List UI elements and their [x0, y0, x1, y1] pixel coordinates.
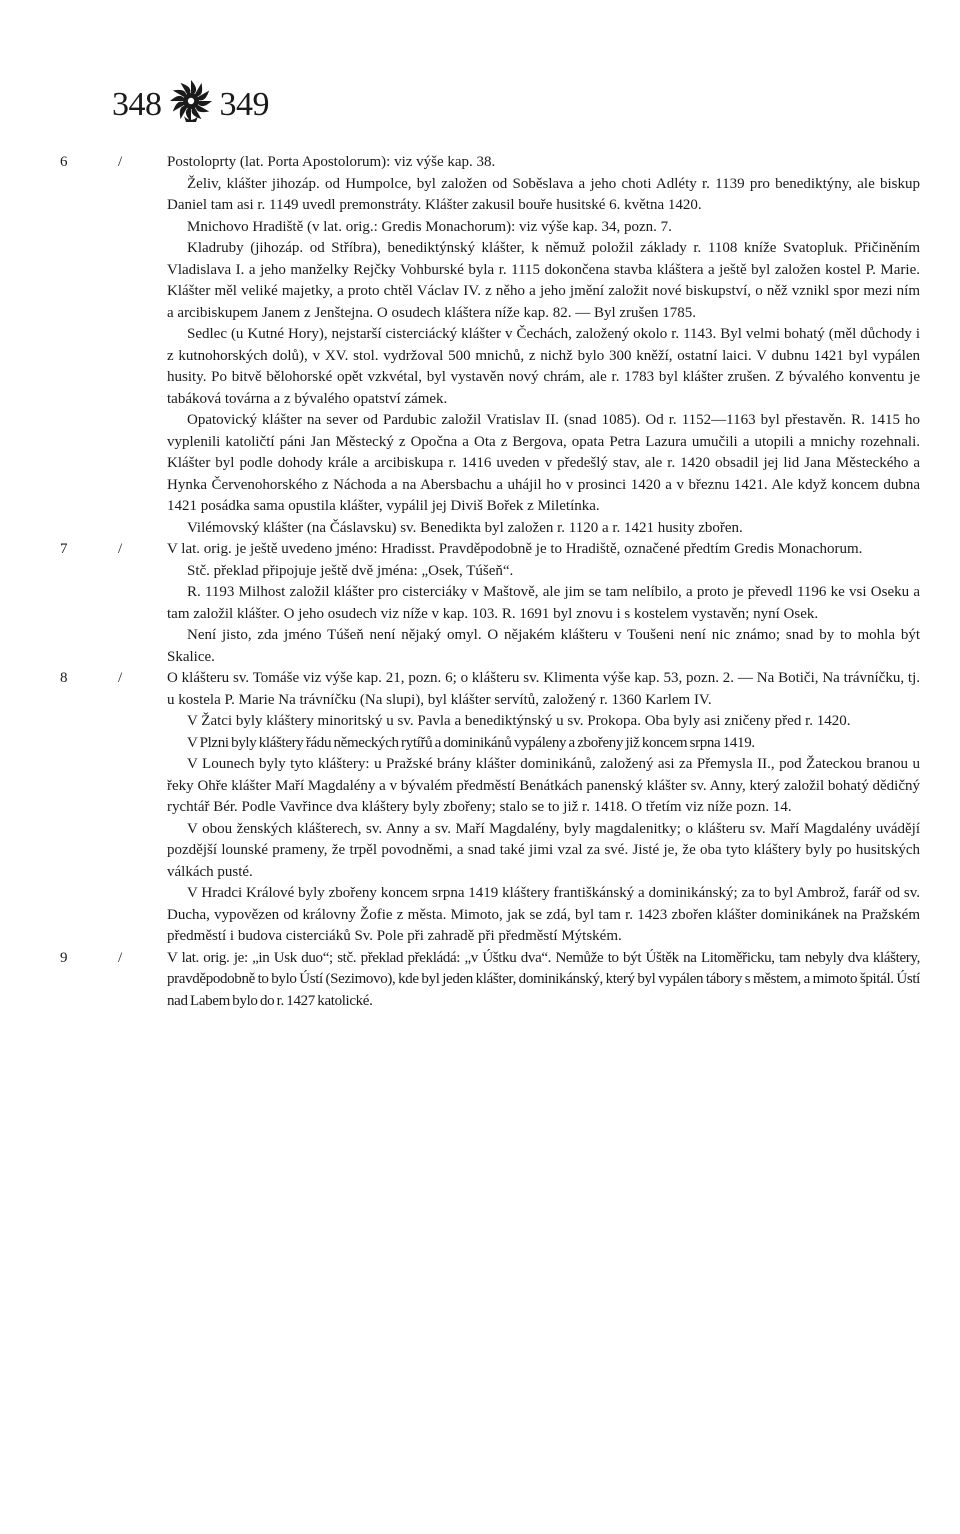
paragraph: Postoloprty (lat. Porta Apostolorum): viz výše kap. 38.	[167, 154, 496, 170]
note-8	[60, 668, 920, 948]
paragraph: V lat. orig. je ještě uvedeno jméno: Hradisst. Pravděpodobně je to Hradiště, označené předtím Gredis Monachorum.	[167, 541, 863, 557]
paragraph: Vilémovský klášter (na Čáslavsku) sv. Benedikta byl založen r. 1120 a r. 1421 husity zbořen.	[187, 519, 743, 536]
note-marker: /	[118, 154, 123, 170]
paragraph: Stč. překlad připojuje ještě dvě jména: „Osek, Túšeň“.	[187, 562, 514, 579]
note-9	[60, 948, 920, 1013]
paragraph: V Žatci byly kláštery minoritský u sv. Pavla a benediktýnský u sv. Prokopa. Oba byly asi zničeny před r. 1420.	[187, 713, 851, 729]
paragraph: R. 1193 Milhost založil klášter pro cisterciáky v Maštově, ale jim se tam nelíbilo, a proto je převedl 1196 ke vsi Oseku a tam založil klášter. O jeho osudech viz níže v kap. 103. R. 1691 byl znovu i s kostelem vystavěn; nyní Osek.	[167, 584, 920, 622]
right-page-number: 349	[219, 86, 269, 123]
note-marker: /	[118, 949, 123, 966]
paragraph: Není jisto, zda jméno Túšeň není nějaký omyl. O nějakém klášteru v Toušeni není nic známo; snad by to mohla být Skalice.	[167, 627, 920, 665]
paragraph: V obou ženských klášterech, sv. Anny a sv. Maří Magdalény, byly magdalenitky; o klášteru sv. Maří Magdalény uvádějí pozdější lounské prameny, že trpěl povodněmi, a snad také jimi vzal za své. Jisté je, že oba tyto kláštery byly po husitských válkách pusté.	[167, 820, 920, 880]
left-page-number: 348	[112, 86, 162, 123]
note-6	[60, 152, 920, 539]
paragraph: Kladruby (jihozáp. od Stříbra), benediktýnský klášter, k němuž položil základy r. 1108 kníže Svatopluk. Přičiněním Vladislava I. a jeho manželky Rejčky Vohburské byla r. 1115 dokončena stavba kláštera a ještě byl založen kostel P. Marie. Klášter měl veliké majetky, a proto chtěl Václav IV. z něho a jeho jmění založit nové biskupství, o něž vznikl spor mezi ním a arcibiskupem Janem z Jenštejna. O osudech kláštera níže kap. 82. — Byl zrušen 1785.	[167, 240, 920, 321]
paragraph: V Plzni byly kláštery řádu německých rytířů a dominikánů vypáleny a zbořeny již koncem srpna 1419.	[187, 734, 755, 751]
paragraph: O klášteru sv. Tomáše viz výše kap. 21, pozn. 6; o klášteru sv. Klimenta výše kap. 53, pozn. 2. — Na Botiči, Na trávníčku, tj. u kostela P. Marie Na trávníčku (Na slupi), byl klášter servítů, založený r. 1360 Karlem IV.	[167, 670, 920, 708]
paragraph: Želiv, klášter jihozáp. od Humpolce, byl založen od Soběslava a jeho choti Adléty r. 1139 pro benediktýny, ale biskup Daniel tam asi r. 1149 uvedl premonstráty. Klášter zakusil bouře husitské 6. května 1420.	[167, 175, 920, 213]
note-number: 8	[60, 670, 68, 686]
paragraph: V lat. orig. je: „in Usk duo“; stč. překlad překládá: „v Úštku dva“. Nemůže to být Úštěk na Litoměřicku, tam nebyly dva kláštery, pravděpodobně to bylo Ústí (Sezimovo), kde byl jeden klášter, dominikánský, který byl vypálen tábory s městem, a mimoto špitál. Ústí nad Labem bylo do r. 1427 katolické.	[167, 949, 920, 1009]
paragraph: V Lounech byly tyto kláštery: u Pražské brány klášter dominikánů, založený asi za Přemysla II., pod Žateckou branou u řeky Ohře klášter Maří Magdalény a v bývalém předměstí Benátkách panenský klášter sv. Anny, který založil bohatý dědičný rychtář Bér. Podle Vavřince dva kláštery byly zbořeny; stalo se to již r. 1418. O třetím viz níže pozn. 14.	[167, 756, 920, 815]
note-number: 7	[60, 541, 68, 557]
paragraph: V Hradci Králové byly zbořeny koncem srpna 1419 kláštery františkánský a dominikánský; za to byl Ambrož, farář od sv. Ducha, vypovězen od královny Žofie z města. Mimoto, jak se zdá, byl tam r. 1423 zbořen klášter dominikánek na Pražském předměstí i budova cisterciáků Sv. Pole při zahradě při předměstí Mýtském.	[167, 885, 920, 944]
note-marker: /	[118, 670, 123, 686]
paragraph: Opatovický klášter na sever od Pardubic založil Vratislav II. (snad 1085). Od r. 1152—1163 byl přestavěn. R. 1415 ho vyplenili katoličtí páni Jan Městecký z Opočna a Ota z Bergova, opata Petra Lazura umučili a utopili a mnichy rozehnali. Klášter byl podle dohody krále a arcibiskupa r. 1416 uveden v předešlý stav, ale r. 1420 obsadil jej lid Jana Městeckého a Hynka Červenohorského z Náchoda a na Abersbachu a uhájil ho v prosinci 1420 a v březnu 1421. Ale když koncem dubna 1421 posádka sama opustila klášter, vypálil jej Diviš Bořek z Miletínka.	[167, 412, 920, 514]
note-number: 6	[60, 154, 68, 170]
note-7	[60, 539, 920, 668]
note-marker: /	[118, 541, 123, 557]
notes-section	[60, 152, 920, 1012]
stylized-rosette-icon	[166, 76, 216, 126]
note-number: 9	[60, 949, 68, 966]
paragraph: Sedlec (u Kutné Hory), nejstarší cisterciácký klášter v Čechách, založený okolo r. 1143. Byl velmi bohatý (měl důchody i z kutnohorských dolů), v XV. stol. vydržoval 500 mnichů, z nichž bylo 300 kněží, ostatní laici. V dubnu 1421 byl vypálen husity. Po bitvě bělohorské opět vzkvétal, byl vystavěn nový chrám, ale r. 1783 byl klášter zrušen. Z bývalého konventu je tabáková továrna a z bývalého opatství zámek.	[167, 326, 920, 407]
page-header	[112, 84, 269, 126]
paragraph: Mnichovo Hradiště (v lat. orig.: Gredis Monachorum): viz výše kap. 34, pozn. 7.	[187, 218, 672, 235]
